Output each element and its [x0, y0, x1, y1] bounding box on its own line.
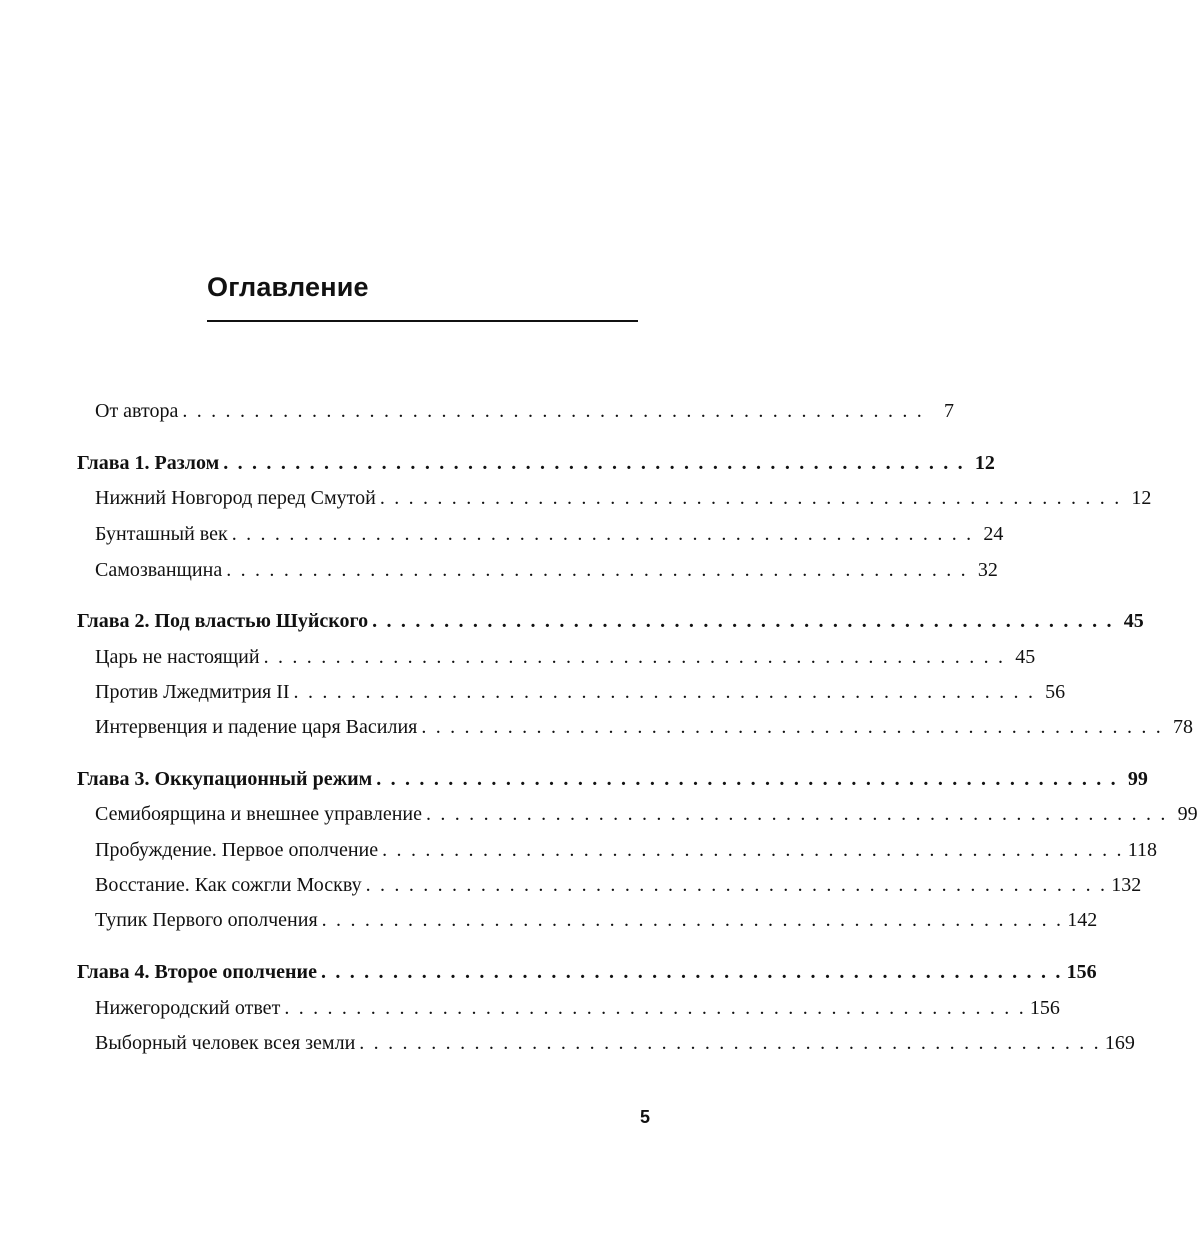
toc-entry-page: 12 [1131, 487, 1152, 509]
page-title: Оглавление [207, 272, 369, 302]
toc-entry-title: Пробуждение. Первое ополчение [95, 839, 379, 861]
toc-chapter-3[interactable] [77, 767, 1148, 791]
dot-leader: . . . . . . . . . . . . . . . . . . . . . . . . . . . . . . . . . . . . . . . . . . . . . . . . . . . . [263, 646, 1006, 668]
toc-entry[interactable] [95, 645, 1036, 669]
toc-entry-title: Против Лжедмитрия II [95, 681, 290, 703]
dot-leader: . . . . . . . . . . . . . . . . . . . . . . . . . . . . . . . . . . . . . . . . . . . . . . . . . . . . [425, 803, 1168, 825]
toc-entry-page: 156 [1029, 997, 1060, 1019]
dot-leader: . . . . . . . . . . . . . . . . . . . . . . . . . . . . . . . . . . . . . . . . . . . . . . . . . . . . [226, 559, 968, 581]
dot-leader: . . . . . . . . . . . . . . . . . . . . . . . . . . . . . . . . . . . . . . . . . . . . . . . . . . . . [320, 961, 1063, 983]
toc-entry-page: 99 [1177, 803, 1198, 825]
toc-entry[interactable] [95, 486, 1152, 510]
toc-entry[interactable] [95, 838, 1158, 862]
toc-entry-page: 78 [1172, 716, 1193, 738]
toc-chapter-page: 99 [1127, 768, 1148, 790]
toc-entry-title: Бунташный век [95, 523, 228, 545]
toc-entry[interactable] [95, 802, 1198, 826]
toc-entry[interactable] [95, 715, 1193, 739]
toc-entry-title: Нижний Новгород перед Смутой [95, 487, 376, 509]
toc-entry-page: 45 [1015, 646, 1036, 668]
toc-entry[interactable] [95, 680, 1066, 704]
page-number: 5 [639, 1107, 650, 1127]
toc-entry[interactable] [95, 522, 1004, 546]
toc-chapter-title: Глава 4. Второе ополчение [77, 961, 317, 983]
toc-entry-from-author[interactable] [95, 399, 954, 423]
toc-entry-title: Семибоярщина и внешнее управление [95, 803, 422, 825]
toc-entry-title: Интервенция и падение царя Василия [95, 716, 418, 738]
dot-leader: . . . . . . . . . . . . . . . . . . . . . . . . . . . . . . . . . . . . . . . . . . . . . . . . . . . . [223, 452, 965, 474]
toc-entry-page: 132 [1111, 874, 1142, 896]
dot-leader: . . . . . . . . . . . . . . . . . . . . . . . . . . . . . . . . . . . . . . . . . . . . . . . . . . . . [376, 768, 1118, 790]
dot-leader: . . . . . . . . . . . . . . . . . . . . . . . . . . . . . . . . . . . . . . . . . . . . . . . . . . . . [293, 681, 1036, 703]
dot-leader: . . . . . . . . . . . . . . . . . . . . . . . . . . . . . . . . . . . . . . . . . . . . . . . . . . . . [182, 400, 924, 422]
toc-entry[interactable] [95, 908, 1098, 932]
toc-entry-page: 24 [983, 523, 1004, 545]
dot-leader: . . . . . . . . . . . . . . . . . . . . . . . . . . . . . . . . . . . . . . . . . . . . . . . . . . . . [372, 610, 1114, 632]
toc-entry-page: 169 [1104, 1032, 1135, 1054]
dot-leader: . . . . . . . . . . . . . . . . . . . . . . . . . . . . . . . . . . . . . . . . . . . . . . . . . . . . [421, 716, 1163, 738]
toc-entry[interactable] [95, 996, 1060, 1020]
dot-leader: . . . . . . . . . . . . . . . . . . . . . . . . . . . . . . . . . . . . . . . . . . . . . . . . . . . . [321, 909, 1064, 931]
toc-chapter-2[interactable] [77, 609, 1144, 633]
toc-entry-title: Тупик Первого ополчения [95, 909, 318, 931]
toc-entry-title: Выборный человек всея земли [95, 1032, 356, 1054]
toc-entry[interactable] [95, 873, 1142, 897]
toc-chapter-page: 156 [1066, 961, 1097, 983]
toc-entry-title: От автора [95, 400, 179, 422]
toc-entry-page: 32 [977, 559, 998, 581]
toc-chapter-4[interactable] [77, 960, 1097, 984]
toc-chapter-page: 12 [974, 452, 995, 474]
toc-entry-page: 118 [1127, 839, 1158, 861]
dot-leader: . . . . . . . . . . . . . . . . . . . . . . . . . . . . . . . . . . . . . . . . . . . . . . . . . . . . [359, 1032, 1101, 1054]
toc-entry-title: Восстание. Как сожгли Москву [95, 874, 362, 896]
toc-chapter-1[interactable] [77, 451, 995, 475]
toc-entry-page: 56 [1045, 681, 1066, 703]
dot-leader: . . . . . . . . . . . . . . . . . . . . . . . . . . . . . . . . . . . . . . . . . . . . . . . . . . . . [231, 523, 974, 545]
toc-chapter-page: 45 [1123, 610, 1144, 632]
toc-chapter-title: Глава 2. Под властью Шуйского [77, 610, 369, 632]
dot-leader: . . . . . . . . . . . . . . . . . . . . . . . . . . . . . . . . . . . . . . . . . . . . . . . . . . . . [284, 997, 1026, 1019]
toc-chapter-title: Глава 1. Разлом [77, 452, 220, 474]
dot-leader: . . . . . . . . . . . . . . . . . . . . . . . . . . . . . . . . . . . . . . . . . . . . . . . . . . . . [379, 487, 1122, 509]
toc-entry-title: Нижегородский ответ [95, 997, 281, 1019]
toc-entry[interactable] [95, 558, 998, 582]
dot-leader: . . . . . . . . . . . . . . . . . . . . . . . . . . . . . . . . . . . . . . . . . . . . . . . . . . . . [365, 874, 1108, 896]
toc-entry[interactable] [95, 1031, 1135, 1055]
toc-entry-title: Царь не настоящий [95, 646, 260, 668]
toc-entry-title: Самозванщина [95, 559, 223, 581]
dot-leader: . . . . . . . . . . . . . . . . . . . . . . . . . . . . . . . . . . . . . . . . . . . . . . . . . . . . [382, 839, 1124, 861]
toc-entry-page: 7 [943, 400, 954, 422]
toc-chapter-title: Глава 3. Оккупационный режим [77, 768, 373, 790]
toc-entry-page: 142 [1067, 909, 1098, 931]
